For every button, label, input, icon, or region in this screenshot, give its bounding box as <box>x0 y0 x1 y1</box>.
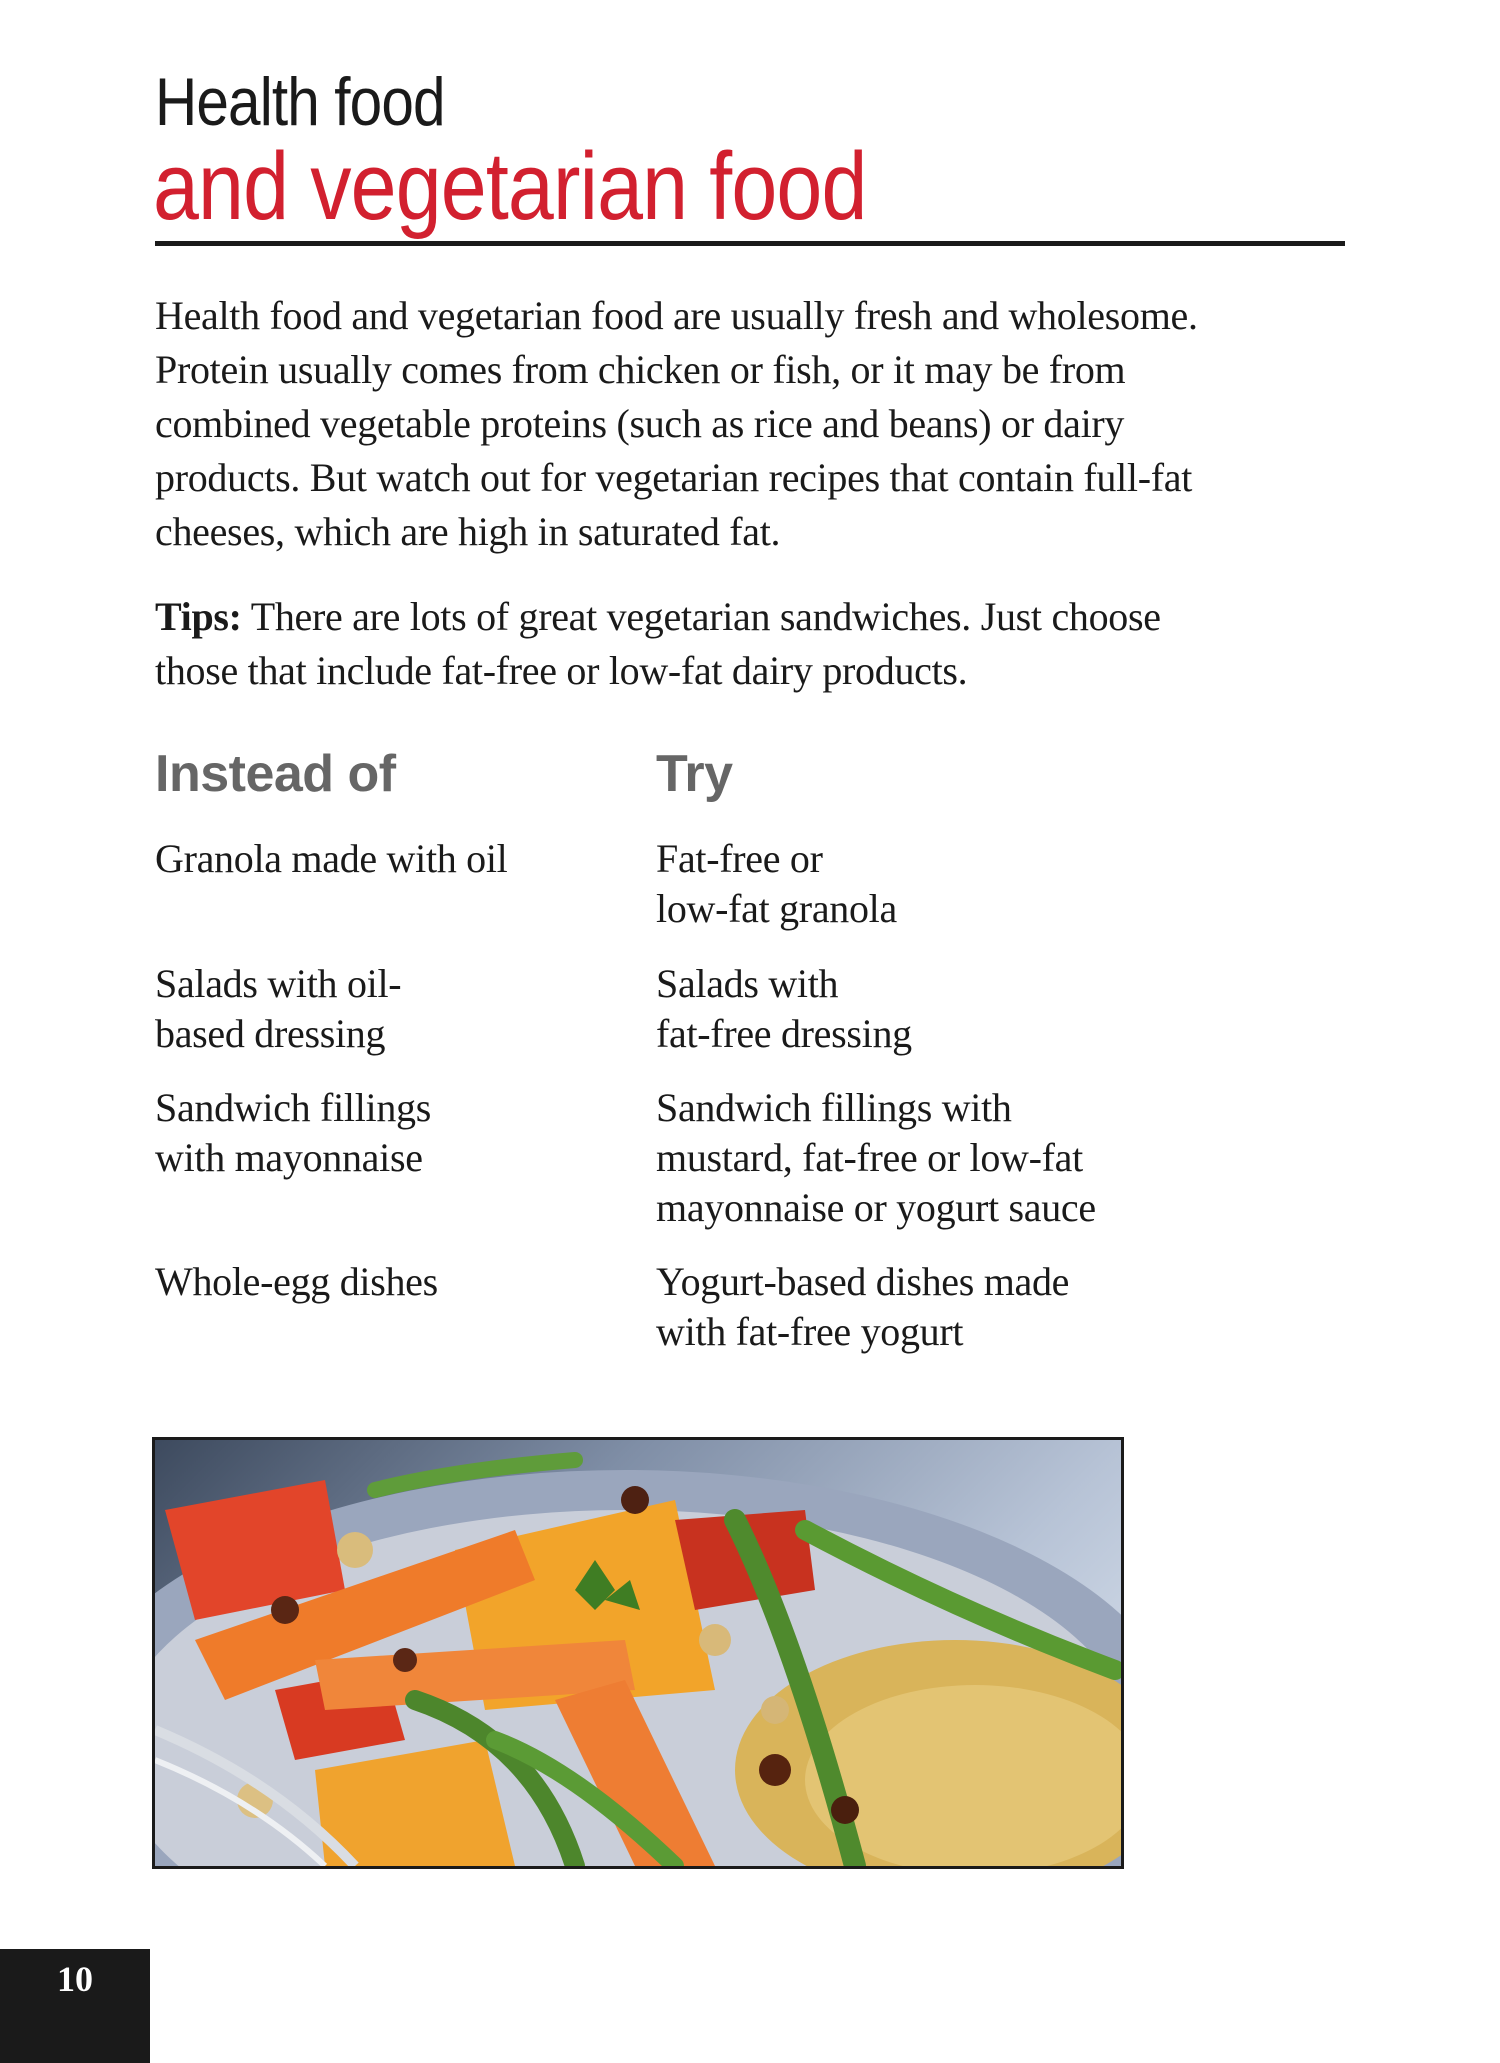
try-cell <box>656 1257 1316 1357</box>
try-cell-line: Fat-free or <box>656 836 823 881</box>
tips-text-line-1: There are lots of great vegetarian sandwiches. Just choose <box>241 594 1161 639</box>
try-cell-line: mustard, fat-free or low-fat <box>656 1135 1083 1180</box>
try-cell-line: fat-free dressing <box>656 1011 912 1056</box>
try-cell-line: mayonnaise or yogurt sauce <box>656 1185 1096 1230</box>
intro-line: Protein usually comes from chicken or fish, or it may be from <box>155 347 1126 392</box>
intro-paragraph <box>155 289 1355 559</box>
title-divider <box>155 241 1345 246</box>
raisin <box>831 1796 859 1824</box>
vegetable-dish-photo <box>152 1437 1124 1869</box>
try-cell <box>656 959 1316 1059</box>
instead-cell-line: based dressing <box>155 1011 386 1056</box>
instead-cell-line: with mayonnaise <box>155 1135 423 1180</box>
chickpea <box>699 1624 731 1656</box>
raisin <box>621 1486 649 1514</box>
raisin <box>271 1596 299 1624</box>
try-cell-line: Yogurt-based dishes made <box>656 1259 1070 1304</box>
intro-line: products. But watch out for vegetarian recipes that contain full-fat <box>155 455 1193 500</box>
try-cell-line: low-fat granola <box>656 886 897 931</box>
raisin <box>393 1648 417 1672</box>
instead-cell-line: Granola made with oil <box>155 836 508 881</box>
instead-cell-line: Salads with oil- <box>155 961 402 1006</box>
instead-cell <box>155 834 615 884</box>
page-number: 10 <box>57 1959 93 1999</box>
column-header-instead-of: Instead of <box>155 745 396 803</box>
intro-line: combined vegetable proteins (such as rice and beans) or dairy <box>155 401 1125 446</box>
tips-label: Tips: <box>155 594 242 639</box>
tips-text-line-2: those that include fat-free or low-fat dairy products. <box>155 648 968 693</box>
try-cell-line: Salads with <box>656 961 839 1006</box>
vegetable-dish-illustration <box>155 1440 1121 1866</box>
instead-cell-line: Sandwich fillings <box>155 1085 431 1130</box>
try-cell <box>656 834 1316 934</box>
column-header-try: Try <box>656 745 733 803</box>
try-cell-line: Sandwich fillings with <box>656 1085 1012 1130</box>
raisin <box>759 1754 791 1786</box>
instead-cell-line: Whole-egg dishes <box>155 1259 438 1304</box>
intro-line: cheeses, which are high in saturated fat. <box>155 509 781 554</box>
tips-paragraph <box>155 590 1355 698</box>
chickpea <box>761 1696 789 1724</box>
chickpea <box>337 1532 373 1568</box>
title-line-2: and vegetarian food <box>153 133 867 240</box>
instead-cell <box>155 1083 615 1183</box>
instead-cell <box>155 959 615 1059</box>
try-cell-line: with fat-free yogurt <box>656 1309 964 1354</box>
instead-cell <box>155 1257 615 1307</box>
title-line-1: Health food <box>155 64 445 140</box>
intro-line: Health food and vegetarian food are usually fresh and wholesome. <box>155 293 1198 338</box>
try-cell <box>656 1083 1316 1233</box>
